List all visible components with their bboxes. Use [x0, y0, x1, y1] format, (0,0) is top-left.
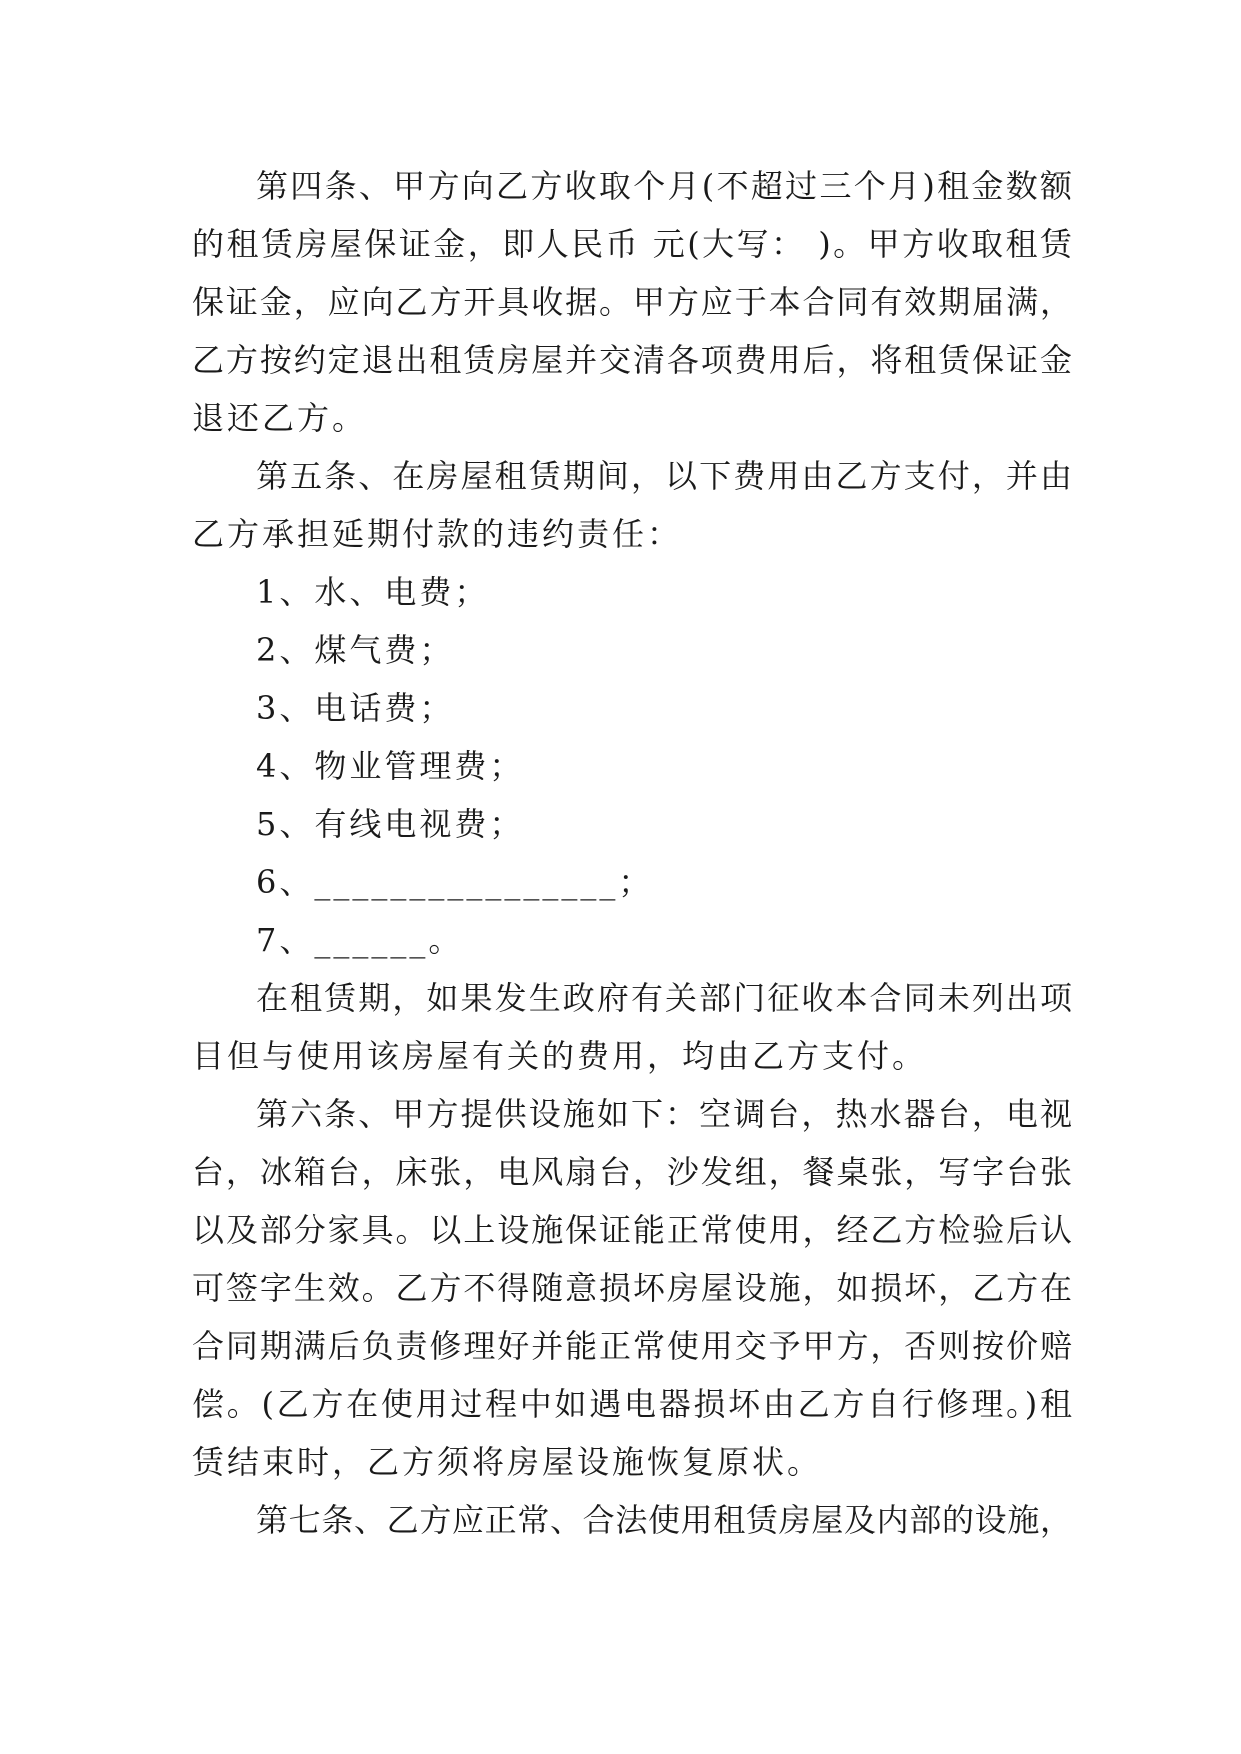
list-item: 5、有线电视费；	[256, 805, 525, 843]
list-item: 3、电话费；	[256, 689, 455, 727]
text-line: 目但与使用该房屋有关的费用，均由乙方支付。	[192, 1037, 928, 1075]
text-line: 第六条、甲方提供设施如下：空调台，热水器台，电视	[256, 1095, 1072, 1133]
text-line: 退还乙方。	[192, 399, 368, 437]
text-line: 合同期满后负责修理好并能正常使用交予甲方，否则按价赔	[192, 1327, 1072, 1365]
text-line: 第七条、乙方应正常、合法使用租赁房屋及内部的设施，	[256, 1501, 1072, 1539]
list-item: 2、煤气费；	[256, 631, 455, 669]
text-line: 赁结束时，乙方须将房屋设施恢复原状。	[192, 1443, 823, 1481]
text-line: 乙方按约定退出租赁房屋并交清各项费用后，将租赁保证金	[192, 341, 1072, 379]
text-line: 第五条、在房屋租赁期间，以下费用由乙方支付，并由	[256, 457, 1072, 495]
text-line: 可签字生效。乙方不得随意损坏房屋设施，如损坏，乙方在	[192, 1269, 1072, 1307]
text-line: 乙方承担延期付款的违约责任：	[192, 515, 683, 553]
text-line: 偿。(乙方在使用过程中如遇电器损坏由乙方自行修理。)租	[192, 1385, 1072, 1423]
text-line: 台，冰箱台，床张，电风扇台，沙发组，餐桌张，写字台张	[192, 1153, 1072, 1191]
list-item: 4、物业管理费；	[256, 747, 525, 785]
text-line: 在租赁期，如果发生政府有关部门征收本合同未列出项	[256, 979, 1072, 1017]
list-item: 6、________________；	[256, 863, 654, 901]
list-item: 7、______。	[256, 921, 464, 959]
list-item: 1、水、电费；	[256, 573, 490, 611]
text-line: 保证金，应向乙方开具收据。甲方应于本合同有效期届满，	[192, 283, 1072, 321]
text-line: 第四条、甲方向乙方收取个月(不超过三个月)租金数额	[256, 167, 1072, 205]
text-line: 的租赁房屋保证金，即人民币 元(大写： )。甲方收取租赁	[192, 225, 1072, 263]
text-line: 以及部分家具。以上设施保证能正常使用，经乙方检验后认	[192, 1211, 1072, 1249]
